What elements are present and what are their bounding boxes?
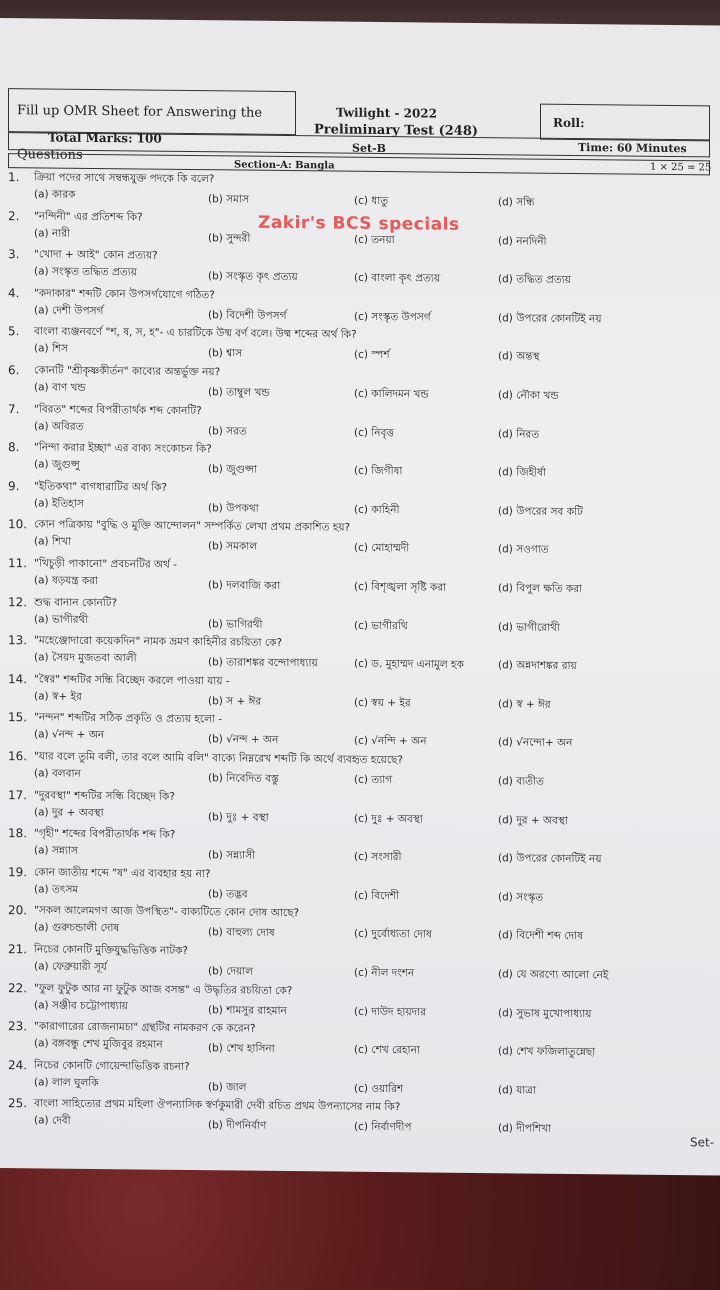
question-number: 21. xyxy=(8,942,28,957)
option-d: (d) শেখ ফজিলাতুন্নেছা xyxy=(498,1045,596,1059)
total-marks: Total Marks: 100 xyxy=(48,130,162,146)
question-number: 3. xyxy=(8,247,20,262)
test-name: Preliminary Test (248) xyxy=(314,122,479,140)
option-b: (b) শেখ হাসিনা xyxy=(208,1042,275,1055)
question-item xyxy=(0,826,720,872)
option-c: (c) সংসারী xyxy=(354,850,402,864)
option-a: (a) অবিরত xyxy=(34,420,84,433)
question-text: কোন পত্রিকায় "বুদ্ধি ও মুক্তি আন্দোলন" সম্পর্কিত লেখা প্রথম প্রকাশিত হয়? xyxy=(34,518,351,534)
option-c: (c) √নন্দি + অন xyxy=(354,734,427,748)
option-b: (b) সমাস xyxy=(208,193,249,206)
option-d: (d) ননদিনী xyxy=(498,235,547,248)
question-number: 9. xyxy=(8,479,20,494)
option-a: (a) বঙ্গবন্ধু শেখ মুজিবুর রহমান xyxy=(34,1037,163,1051)
option-c: (c) মোহাম্মদী xyxy=(354,541,410,555)
option-c: (c) স্পর্শ xyxy=(354,348,390,362)
option-c: (c) দাউদ হায়দার xyxy=(354,1005,426,1019)
option-b: (b) তদ্ভব xyxy=(208,888,248,901)
option-a: (a) দুর + অবস্থা xyxy=(34,806,104,820)
option-d: (d) নৌকা খন্ড xyxy=(498,389,559,402)
option-b: (b) স + ঈর xyxy=(208,695,262,708)
option-a: (a) ইতিহাস xyxy=(34,497,84,510)
option-d: (d) ব্যতীত xyxy=(498,775,544,788)
question-text: ক্রিয়া পদের সাথে সম্বন্ধযুক্ত পদকে কি বলে? xyxy=(34,171,215,186)
question-item xyxy=(0,1019,720,1065)
option-b: (b) দীপনির্বাণ xyxy=(208,1119,267,1132)
question-item xyxy=(0,942,720,988)
option-a: (a) বাণ খন্ড xyxy=(34,381,86,394)
option-b: (b) দলবাজি করা xyxy=(208,579,281,592)
question-text: "খিচুড়ী পাকানো" প্রবচনটির অর্থ - xyxy=(34,557,177,571)
question-number: 8. xyxy=(8,440,20,455)
option-c: (c) নীল দংশন xyxy=(354,966,415,980)
question-number: 24. xyxy=(8,1058,28,1073)
question-number: 20. xyxy=(8,903,28,918)
option-a: (a) সঞ্জীব চট্টোপাধ্যায় xyxy=(34,999,128,1013)
time-label: Time: 60 Minutes xyxy=(578,141,687,156)
question-text: বাংলা সাহিত্যের প্রথম মহিলা ঔপন্যাসিক স্বর্ণকুমারী দেবী রচিত প্রথম উপন্যাসের নাম কি? xyxy=(34,1097,401,1114)
question-text: "মহেঞ্জোদারো কয়েকদিন" নামক ভ্রমণ কাহিনীর রচয়িতা কে? xyxy=(34,634,283,649)
question-number: 11. xyxy=(8,556,28,571)
option-b: (b) বাহুল্য দোষ xyxy=(208,926,275,939)
option-a: (a) সংস্কৃত তদ্ধিত প্রত্যয় xyxy=(34,265,137,279)
option-b: (b) জাল xyxy=(208,1081,247,1094)
question-text: কোন জাতীয় শব্দে "ষ" এর ব্যবহার হয় না? xyxy=(34,866,211,881)
question-text: "যার বলে তুমি বলী, তার বলে আমি বলি" বাক্যে নিম্নরেখ শব্দটি কি অর্থে ব্যবহৃত হয়েছে? xyxy=(34,750,403,767)
question-number: 12. xyxy=(8,595,28,610)
question-number: 18. xyxy=(8,826,28,841)
question-number: 4. xyxy=(8,286,20,301)
option-c: (c) নিবৃত্ত xyxy=(354,426,394,440)
option-d: (d) দীপশিখা xyxy=(498,1122,551,1135)
option-c: (c) বিদেশী xyxy=(354,889,400,903)
question-text: "নন্দিনী" এর প্রতিশব্দ কি? xyxy=(34,210,143,224)
question-number: 10. xyxy=(8,517,28,532)
option-d: (d) যাত্রা xyxy=(498,1084,537,1097)
option-c: (c) ওয়ারিশ xyxy=(354,1082,404,1096)
option-b: (b) সমকাল xyxy=(208,540,258,553)
question-item xyxy=(0,556,720,602)
option-b: (b) সুন্দরী xyxy=(208,232,251,245)
question-number: 22. xyxy=(8,981,28,996)
question-number: 13. xyxy=(8,633,28,648)
question-item xyxy=(0,903,720,949)
option-a: (a) দেবী xyxy=(34,1114,71,1127)
footer-set-label: Set- xyxy=(690,1135,715,1150)
option-b: (b) তাম্বুল খন্ড xyxy=(208,386,270,399)
option-b: (b) দেয়াল xyxy=(208,965,254,978)
option-d: (d) সন্ধি xyxy=(498,196,535,209)
option-c: (c) শেখ রেহানা xyxy=(354,1043,420,1057)
option-c: (c) বিশৃঙ্খলা সৃষ্টি করা xyxy=(354,580,447,594)
question-item xyxy=(0,363,720,409)
question-item xyxy=(0,440,720,486)
question-number: 7. xyxy=(8,402,20,417)
question-item xyxy=(0,170,720,216)
question-number: 16. xyxy=(8,749,28,764)
question-text: "দুরবস্থা" শব্দটির সন্ধি বিচ্ছেদ কি? xyxy=(34,789,175,803)
option-d: (d) অন্তস্থ xyxy=(498,350,540,363)
option-a: (a) সন্ন্যাস xyxy=(34,844,78,857)
option-c: (c) সংস্কৃত উপসর্গ xyxy=(354,310,431,324)
watermark: Zakir's BCS specials xyxy=(258,212,460,235)
question-number: 17. xyxy=(8,788,28,803)
option-b: (b) দুঃ + বস্থা xyxy=(208,811,269,824)
option-a: (a) শিখা xyxy=(34,535,72,548)
option-d: (d) জিহীর্ষা xyxy=(498,466,546,479)
question-item xyxy=(0,247,720,293)
option-d: (d) সওগাত xyxy=(498,543,549,556)
option-b: (b) ভাগিরথী xyxy=(208,618,263,631)
option-b: (b) সংস্কৃত কৃৎ প্রত্যয় xyxy=(208,270,298,284)
option-d: (d) সুভাষ মুখোপাধ্যায় xyxy=(498,1007,592,1021)
option-c: (c) জিগীষা xyxy=(354,464,403,478)
question-text: নিচের কোনটি গোয়েন্দাভিত্তিক রচনা? xyxy=(34,1059,190,1073)
option-a: (a) দেশী উপসর্গ xyxy=(34,304,104,318)
option-c: (c) বাংলা কৃৎ প্রত্যয় xyxy=(354,271,441,285)
question-text: "কদাকার" শব্দটি কোন উপসর্গযোগে গঠিত? xyxy=(34,287,215,302)
set-label: Set-B xyxy=(352,141,386,156)
option-d: (d) নিরত xyxy=(498,428,540,441)
option-d: (d) √নন্দো+ অন xyxy=(498,736,573,749)
roll-box xyxy=(540,104,710,142)
question-text: "নন্দন" শব্দটির সঠিক প্রকৃতি ও প্রত্যয় হলো - xyxy=(34,711,223,726)
option-b: (b) সন্ন্যাসী xyxy=(208,849,256,862)
option-b: (b) বিদেশী উপসর্গ xyxy=(208,309,287,322)
option-a: (a) স্ব+ ইর xyxy=(34,690,82,703)
question-number: 25. xyxy=(8,1096,28,1111)
question-text: "খোদা + আই" কোন প্রত্যয়? xyxy=(34,248,158,262)
option-a: (a) √নন্দ + অন xyxy=(34,728,105,742)
option-a: (a) নারী xyxy=(34,227,71,240)
option-d: (d) অন্নদাশঙ্কর রায় xyxy=(498,659,577,673)
question-item xyxy=(0,517,720,563)
question-number: 15. xyxy=(8,710,28,725)
question-text: বাংলা ব্যঞ্জনবর্ণে "শ, ষ, স, হ"- এ চারটিকে উষ্ম বর্ণ বলে। উষ্ম শব্দের অর্থ কি? xyxy=(34,325,357,341)
question-number: 5. xyxy=(8,324,20,339)
option-b: (b) তারাশঙ্কর বন্দোপাধ্যায় xyxy=(208,656,318,670)
question-item xyxy=(0,710,720,756)
option-d: (d) তদ্ধিত প্রত্যয় xyxy=(498,273,571,286)
option-d: (d) সংস্কৃত xyxy=(498,891,544,904)
option-d: (d) ভাগীরোথী xyxy=(498,621,560,634)
question-text: "ইতিকথা" বাগধারাটির অর্থ কি? xyxy=(34,480,168,494)
option-c: (c) ভাগীরথি xyxy=(354,619,408,633)
option-d: (d) যে অরণ্যে আলো নেই xyxy=(498,968,609,982)
question-number: 1. xyxy=(8,170,20,185)
question-item xyxy=(0,633,720,679)
option-a: (a) তৎসম xyxy=(34,883,79,896)
option-c: (c) তনয়া xyxy=(354,233,395,247)
question-number: 19. xyxy=(8,865,28,880)
question-item xyxy=(0,1096,720,1142)
option-c: (c) ড. মুহাম্মদ এনামুল হক xyxy=(354,657,464,671)
option-b: (b) নিবেদিত বস্তু xyxy=(208,772,279,785)
option-c: (c) নির্বাণদীপ xyxy=(354,1120,412,1134)
question-text: "বিরত" শব্দের বিপরীতার্থক শব্দ কোনটি? xyxy=(34,403,202,418)
option-d: (d) উপরের কোনটিই নয় xyxy=(498,852,602,866)
option-d: (d) বিপুল ক্ষতি করা xyxy=(498,582,583,596)
option-a: (a) গুরুচন্ডালী দোষ xyxy=(34,921,120,935)
question-text: "গৃহী" শব্দের বিপরীতার্থক শব্দ কি? xyxy=(34,827,176,841)
option-b: (b) √নন্দ + অন xyxy=(208,733,279,746)
option-b: (b) শ্বাস xyxy=(208,347,243,360)
question-number: 14. xyxy=(8,672,28,687)
option-b: (b) উপকথা xyxy=(208,502,259,515)
question-text: "স্বৈর" শব্দটির সন্ধি বিচ্ছেদ করলে পাওয়া যায় - xyxy=(34,673,230,688)
question-item xyxy=(0,749,720,795)
option-c: (c) ধাতু xyxy=(354,194,389,208)
option-c: (c) ত্যাগ xyxy=(354,773,393,787)
section-title: Section-A: Bangla xyxy=(234,159,335,172)
question-text: "ফুল ফুটুক আর না ফুটুক আজ বসন্ত" এ উদ্ধৃতির রচয়িতা কে? xyxy=(34,982,293,998)
omr-instruction: Fill up OMR Sheet for Answering the Questions xyxy=(17,103,263,163)
exam-paper xyxy=(0,18,720,1176)
question-text: "সকল আলেমগণ আজ উপস্থিত"- বাক্যটিতে কোন দোষ আছে? xyxy=(34,904,300,920)
option-b: (b) সরত xyxy=(208,425,247,438)
option-d: (d) বিদেশী শব্দ দোষ xyxy=(498,929,583,943)
option-b: (b) জুগুপ্সা xyxy=(208,463,258,476)
question-text: "কারাগারের রোজনামচা" গ্রন্থটির নামকরণ কে করেন? xyxy=(34,1020,256,1035)
option-c: (c) কাহিনী xyxy=(354,503,400,517)
question-number: 2. xyxy=(8,209,20,224)
question-number: 6. xyxy=(8,363,20,378)
option-a: (a) লাল ঘুলকি xyxy=(34,1076,99,1090)
option-a: (a) জুগুপ্সু xyxy=(34,458,80,471)
question-text: শুদ্ধ বানান কোনটি? xyxy=(34,596,118,610)
question-number: 23. xyxy=(8,1019,28,1034)
exam-name: Twilight - 2022 xyxy=(336,105,438,121)
question-text: কোনটি "শ্রীকৃষ্ণকীর্তন" কাব্যের অন্তর্ভুক্ত নয়? xyxy=(34,364,221,379)
option-d: (d) উপরের সব কটি xyxy=(498,505,583,519)
question-item xyxy=(0,324,720,370)
option-a: (a) ফেব্রুয়ারী সূর্য xyxy=(34,960,107,974)
option-a: (a) বলবান xyxy=(34,767,81,780)
option-c: (c) কালিদমন খন্ড xyxy=(354,387,429,401)
score-formula: 1 × 25 = 25 xyxy=(650,161,712,174)
option-c: (c) দুর্বোধ্যতা দোষ xyxy=(354,927,432,941)
question-text: "নিন্দা করার ইচ্ছা" এর বাক্য সংকোচন কি? xyxy=(34,441,212,456)
option-a: (a) ষড়যন্ত্র করা xyxy=(34,574,99,588)
option-b: (b) শামসুর রাহমান xyxy=(208,1004,287,1018)
option-a: (a) কারক xyxy=(34,188,76,201)
option-a: (a) ভাগীরথী xyxy=(34,613,89,626)
roll-label: Roll: xyxy=(553,115,585,131)
option-c: (c) দুঃ + অবস্থা xyxy=(354,812,423,826)
option-a: (a) শিস xyxy=(34,342,69,355)
option-d: (d) স্ব + ঈর xyxy=(498,698,551,711)
question-text: নিচের কোনটি মুক্তিযুদ্ধভিত্তিক নাটক? xyxy=(34,943,189,957)
option-d: (d) দুর + অবস্থা xyxy=(498,814,568,827)
option-c: (c) স্বয় + ইর xyxy=(354,696,411,710)
option-d: (d) উপরের কোনটিই নয় xyxy=(498,312,602,326)
option-a: (a) সৈয়দ মুজতবা আলী xyxy=(34,651,137,665)
